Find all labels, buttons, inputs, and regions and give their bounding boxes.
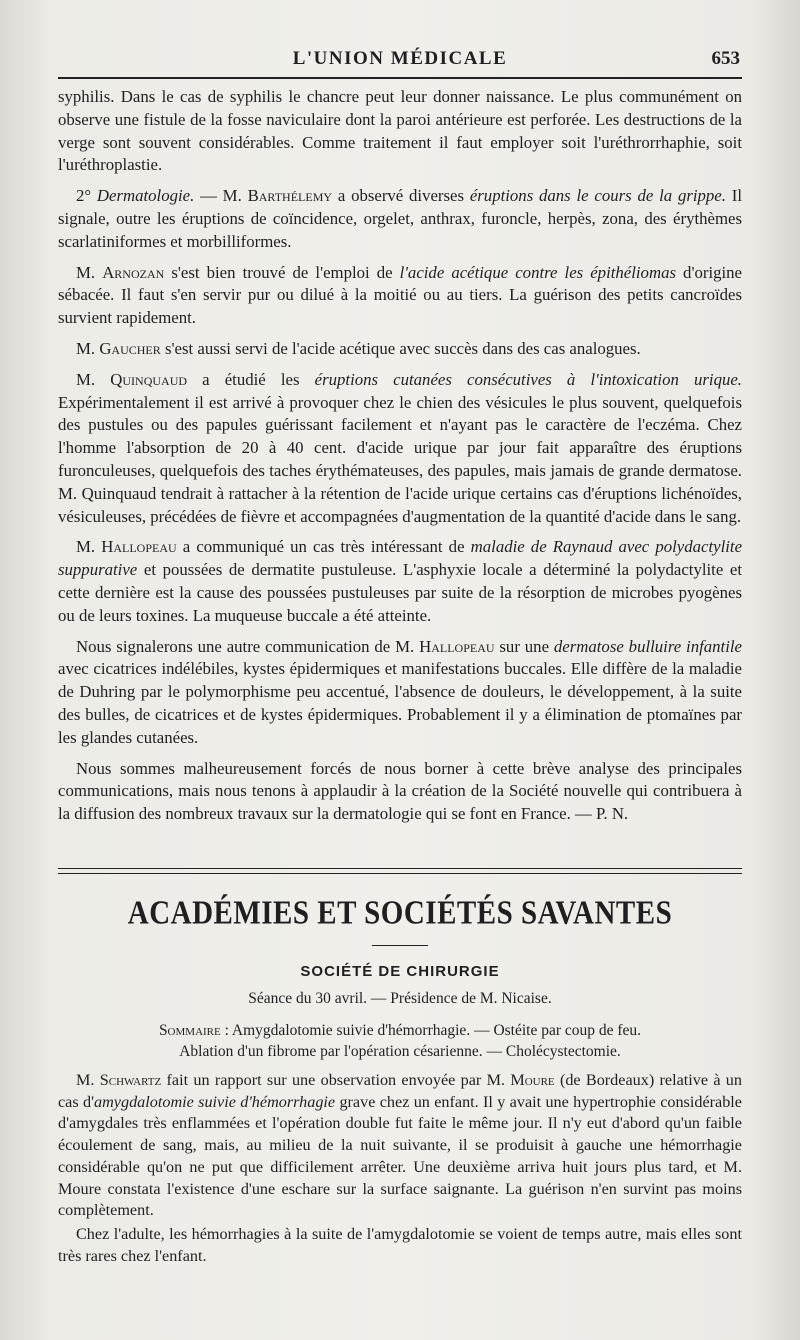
summary-label: Sommaire (158, 1022, 221, 1039)
paragraph-conclusion: Nous sommes malheureusement forcés de nous borner à cette brève analyse des principales communications, mais nous tenons à applaudir à la création de la Société nouvelle qui contribuera à la diffusion des nombreux travaux sur la dermatologie qui se font en France. — P. N. (58, 758, 742, 824)
author-name: Moure (510, 1071, 555, 1089)
summary-line-1 (58, 1020, 742, 1041)
paragraph-dermatologie (58, 185, 742, 253)
text-fragment: a étudié les (187, 369, 315, 389)
paragraph-quinquaud (58, 369, 742, 529)
text-fragment: M. (76, 369, 111, 389)
page-number: 653 (711, 48, 740, 69)
summary-block (58, 1020, 742, 1062)
paragraph-syphilis: syphilis. Dans le cas de syphilis le chancre peut leur donner naissance. Le plus communément on observe une fistule de la fosse naviculaire dont la paroi antérieure est perforée. Les destructions de la verge sont souvent considérables. Comme traitement il faut employer soit l'uréthrorrhaphie, soit l'uréthroplastie. (58, 87, 742, 175)
session-line: Séance du 30 avril. — Présidence de M. Nicaise. (248, 990, 552, 1007)
section-title: ACADÉMIES ET SOCIÉTÉS SAVANTES (127, 894, 673, 932)
text-fragment: a communiqué un cas très intéressant de (176, 537, 471, 557)
text-fragment: M. (76, 1071, 100, 1089)
text-fragment: avec cicatrices indélébiles, kystes épidermiques et manifestations buccales. Elle diffère de la maladie de Duhring par le polymorphisme peu accentué, l'absence de douleurs, le développement, à la suite des bulles, de cicatrices et de kystes épidermiques. Probablement il y a élimination de ptomaïnes par les glandes cutanées. (58, 659, 742, 747)
paragraph-gaucher (58, 338, 742, 361)
text-fragment: Il signale, outre les éruptions de coïncidence, orgelet, anthrax, furoncle, herpès, zona, des érythèmes scarlatiniformes et morbilliformes. (58, 186, 742, 251)
author-name: Hallopeau (101, 537, 177, 557)
text-fragment: fait un rapport sur une observation envoyée par M. (161, 1071, 511, 1089)
text-fragment: sur une (494, 636, 554, 656)
text-fragment: Expérimentalement il est arrivé à provoquer chez le chien des vésicules le plus souvent, quelquefois des pustules ou des papules guérissant facilement et n'ayant pas le caractère de l'eczéma. Chez l'homme l'absorption de 20 à 40 cent. d'acide urique par jour fait apparaître des éruptions furonculeuses, quelquefois des taches érythémateuses, des papules, mais jamais de grande dermatose. M. Quinquaud tendrait à rattacher à la rétention de l'acide urique certains cas d'éruptions lichénoïdes, vésiculeuses, précédées de fièvre et accompagnées d'augmentation de la quantité d'acide dans le sang. (58, 392, 742, 526)
paragraph-hallopeau-dermatose (58, 636, 742, 750)
author-name: Arnozan (102, 262, 165, 282)
text-fragment: d'origine sébacée. Il faut s'en servir pur ou dilué à la moitié ou au tiers. La guérison des petits cancroïdes survient rapidement. (58, 262, 743, 328)
author-name: Barthélemy (247, 186, 333, 206)
text-fragment: a observé diverses (332, 186, 470, 206)
text-fragment: M. (76, 262, 103, 282)
author-name: Schwartz (99, 1071, 162, 1089)
text-fragment: grave chez un enfant. Il y avait une hypertrophie considérable d'amygdales très enflammées et l'opération double fut faite le même jour. Il n'y eut d'abord qu'un faible écoulement de sang, mais, au milieu de la nuit suivante, il se produisit à gauche une hémorrhagie considérable qu'on ne put que difficilement arrêter. Une deuxième arriva huit jours plus tard, et M. Moure constata l'existence d'une eschare sur la surface saignante. La guérison n'en survint pas moins complètement. (58, 1092, 742, 1220)
paragraph-hallopeau-raynaud (58, 536, 742, 627)
text-fragment: s'est aussi servi de l'acide acétique avec succès dans des cas analogues. (160, 338, 641, 358)
section-divider (58, 868, 742, 874)
section-number: 2° (76, 186, 97, 206)
topic-title: amygdalotomie suivie d'hémorrhagie (94, 1092, 336, 1111)
text-fragment: (de Bordeaux) relative à un cas d' (58, 1071, 742, 1111)
running-title: L'UNION MÉDICALE (292, 48, 508, 69)
text-fragment: — M. (194, 186, 248, 206)
text-fragment: s'est bien trouvé de l'emploi de (164, 262, 400, 282)
text-fragment: et poussées de dermatite pustuleuse. L'asphyxie locale a déterminé la polydactylite et cette dernière est la cause des poussées pustuleuses par suite de la résorption de microbes pyogènes ou de leurs toxines. La muqueuse buccale a été atteinte. (58, 560, 742, 625)
page-header (58, 44, 742, 74)
summary-line-2: Ablation d'un fibrome par l'opération césarienne. — Cholécystectomie. (179, 1043, 621, 1060)
topic-title: dermatose bulluire infantile (553, 636, 742, 656)
text-fragment: Nous signalerons une autre communication de M. (76, 636, 420, 656)
heading-dermatologie: Dermatologie. (96, 186, 195, 206)
text-fragment: M. (76, 338, 100, 358)
paragraph-arnozan (58, 262, 742, 330)
society-name: SOCIÉTÉ DE CHIRURGIE (300, 963, 500, 980)
author-name: Hallopeau (419, 636, 495, 656)
topic-title: éruptions cutanées consécutives à l'intoxication urique. (314, 369, 742, 389)
topic-title: l'acide acétique contre les épithéliomas (399, 262, 676, 282)
author-name: Quinquaud (110, 369, 188, 389)
paragraph-schwartz (58, 1070, 742, 1222)
text-fragment: : Amygdalotomie suivie d'hémorrhagie. — Ostéite par coup de feu. (220, 1022, 642, 1039)
topic-title: maladie de Raynaud avec polydactylite suppurative (58, 537, 743, 580)
title-underline (372, 945, 428, 946)
report-body (58, 1070, 742, 1269)
text-fragment: M. (76, 537, 102, 557)
author-name: Gaucher (99, 338, 161, 358)
header-rule (58, 77, 742, 79)
paragraph-adulte: Chez l'adulte, les hémorrhagies à la suite de l'amygdalotomie se voient de temps autre, mais elles sont très rares chez l'enfant. (58, 1224, 742, 1265)
topic-title: éruptions dans le cours de la grippe. (469, 186, 726, 206)
article-body (58, 86, 742, 834)
